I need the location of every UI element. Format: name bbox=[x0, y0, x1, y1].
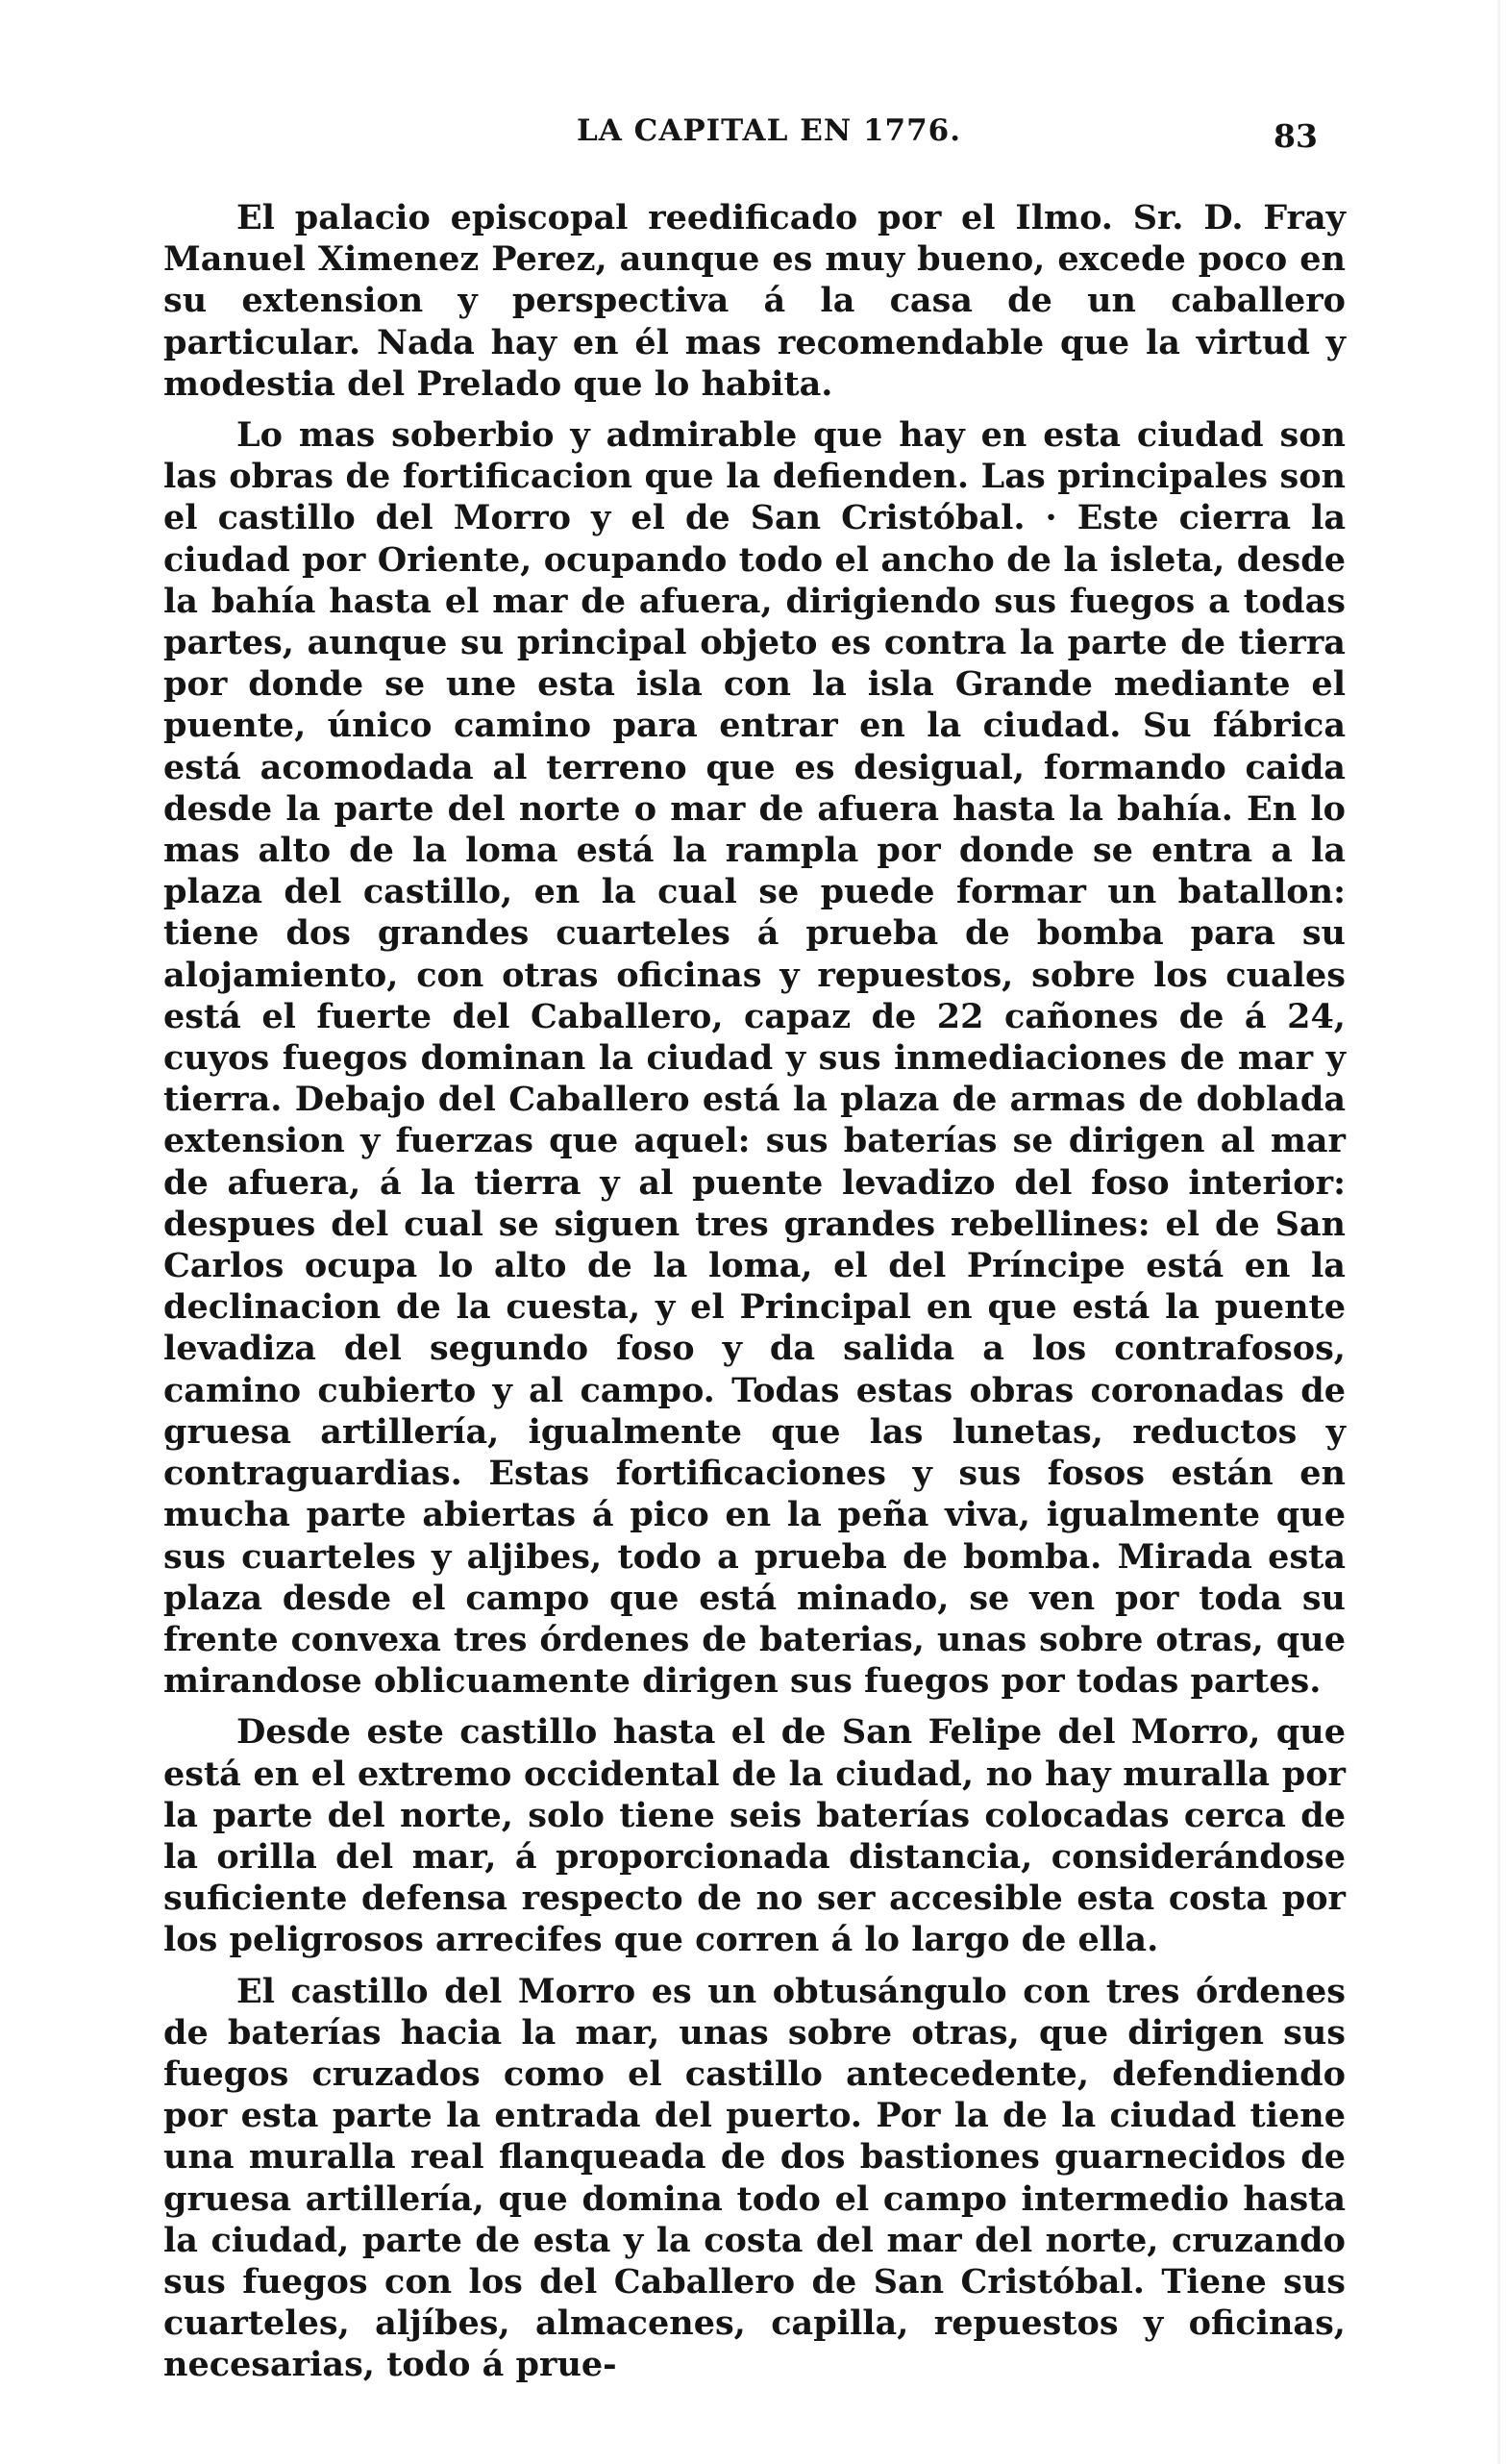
paragraph-castillo-del-morro: El castillo del Morro es un obtusángulo con tres órdenes de baterías hacia la mar, unas sobre otras, que dirigen sus fuegos cruzados como el castillo antecedente, defendiendo por esta parte la entrada del puerto. Por la de la ciudad tiene una muralla real flanqueada de dos bastiones guarnecidos de gruesa artillería, que domina todo el campo intermedio hasta la ciudad, parte de esta y la costa del mar del norte, cruzando sus fuegos con los del Caballero de San Cristóbal. Tiene sus cuarteles, aljíbes, almacenes, capilla, repuestos y oficinas, necesarias, todo á prue- bbox=[163, 1971, 1346, 2385]
running-header bbox=[0, 113, 1509, 162]
paragraph-fortificaciones: Lo mas soberbio y admirable que hay en esta ciudad son las obras de fortificacion que la defienden. Las principales son el castillo del Morro y el de San Cristóbal. · Este cierra la ciudad por Oriente, ocupando todo el ancho de la isleta, desde la bahía hasta el mar de afuera, dirigiendo sus fuegos a todas partes, aunque su principal objeto es contra la parte de tierra por donde se une esta isla con la isla Grande mediante el puente, único camino para entrar en la ciudad. Su fábrica está acomodada al terreno que es desigual, formando caida desde la parte del norte o mar de afuera hasta la bahía. En lo mas alto de la loma está la rampla por donde se entra a la plaza del castillo, en la cual se puede formar un batallon: tiene dos grandes cuarteles á prueba de bomba para su alojamiento, con otras oficinas y repuestos, sobre los cuales está el fuerte del Caballero, capaz de 22 cañones de á 24, cuyos fuegos dominan la ciudad y sus inmediaciones de mar y tierra. Debajo del Caballero está la plaza de armas de doblada extension y fuerzas que aquel: sus baterías se dirigen al mar de afuera, á la tierra y al puente levadizo del foso interior: despues del cual se siguen tres grandes rebellines: el de San Carlos ocupa lo alto de la loma, el del Príncipe está en la declinacion de la cuesta, y el Principal en que está la puente levadiza del segundo foso y da salida a los contrafosos, camino cubierto y al campo. Todas estas obras coronadas de gruesa artillería, igualmente que las lunetas, reductos y contraguardias. Estas fortificaciones y sus fosos están en mucha parte abiertas á pico en la peña viva, igualmente que sus cuarteles y aljibes, todo a prueba de bomba. Mirada esta plaza desde el campo que está minado, se ven por toda su frente convexa tres órdenes de baterias, unas sobre otras, que mirandose oblicuamente dirigen sus fuegos por todas partes. bbox=[163, 415, 1346, 1702]
body-text bbox=[163, 197, 1346, 2396]
page-number: 83 bbox=[1274, 117, 1318, 155]
paragraph-san-felipe-del-morro: Desde este castillo hasta el de San Felipe del Morro, que está en el extremo occidental de la ciudad, no hay muralla por la parte del norte, solo tiene seis baterías colocadas cerca de la orilla del mar, á proporcionada distancia, considerándose suficiente defensa respecto de no ser accesible esta costa por los peligrosos arrecifes que corren á lo largo de ella. bbox=[163, 1712, 1346, 1960]
paragraph-palacio-episcopal: El palacio episcopal reedificado por el Ilmo. Sr. D. Fray Manuel Ximenez Perez, aunque es muy bueno, excede poco en su extension y perspectiva á la casa de un caballero particular. Nada hay en él mas recomendable que la virtud y modestia del Prelado que lo habita. bbox=[163, 198, 1346, 404]
scan-edge bbox=[1497, 0, 1500, 2464]
running-title: LA CAPITAL EN 1776. bbox=[577, 113, 962, 148]
